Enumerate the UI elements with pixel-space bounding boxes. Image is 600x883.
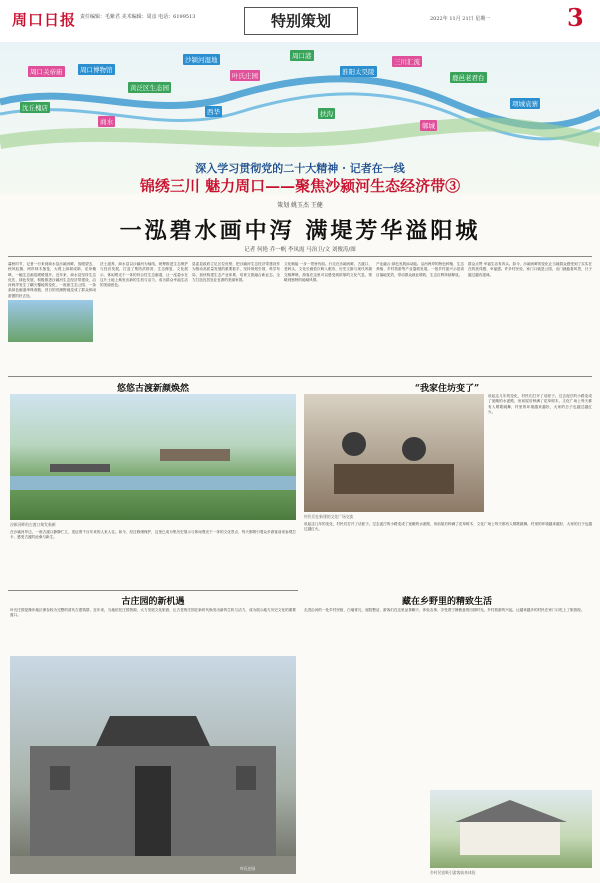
story-title: “我家住坊变了” xyxy=(414,384,480,394)
page-number: 3 xyxy=(567,3,584,32)
map-place: 周口关帝庙 xyxy=(30,68,63,76)
article-byline: 记者 何艳 乔一帆 李凤霞 马治卫/文 刘俊涛/图 xyxy=(244,247,356,253)
masthead xyxy=(0,0,600,43)
photo-caption: 沙颍河畔的古渡口焕发新颜 xyxy=(10,522,56,527)
divider xyxy=(8,256,592,257)
map-place: 商水 xyxy=(100,118,113,126)
article-column: 沃土滋养，商水县以沙颍河为轴线，统筹推进生态保护与经济发展，打造了集防洪排涝、生态修复、文化展示、休闲观光于一体的综合性生态廊道，让一泓碧水在这片土地上焕发出新的生机与活力，成为群众幸福生活的美丽底色。 xyxy=(100,262,188,288)
story-text: 说起这几年的变化，村民们打开了话匣子。过去泥泞的小路变成了宽敞的水泥路，房前屋后种满了花草树木，文化广场上每天都有人唱歌跳舞，村里的环境越来越好，大家的日子也越过越红火。 xyxy=(304,522,592,532)
story-title: 藏在乡野里的精致生活 xyxy=(401,597,492,607)
story-text: 在沙颍河岸边，一座古渡口静静伫立，见证着千百年来的人来人往。如今，经过修缮保护，这里已成为集历史展示与休闲观光于一体的文化景点，每天都吸引着众多游客前来参观打卡，感受古渡的沧桑与新生。 xyxy=(10,530,296,540)
map-place: 周口港 xyxy=(292,52,312,60)
map-place: 淮阳太昊陵 xyxy=(342,68,375,76)
map-place: 叶氏庄园 xyxy=(232,72,258,80)
map-place: 周口博物馆 xyxy=(80,66,113,74)
article-column: 群众点赞 幸福生活有奔头。如今，沙颍河畔的变化让当地群众感受到了实实在在的获得感、幸福感。许多村民说，家门口就是公园，出门就能看风景，日子越过越有滋味。 xyxy=(468,262,592,277)
river-photo xyxy=(8,300,93,342)
story-text: 叶氏庄园是豫东地区保存较为完整的清代古建筑群，近年来，当地依托庄园资源，大力发展文化旅游，让古老的庄园在新时代焕发出新的生机与活力，成为展示地方历史文化的重要窗口。 xyxy=(10,608,296,618)
divider xyxy=(8,590,298,591)
article-column: 县委县政府立足区位优势，把沙颍河生态经济带建设作为推动高质量发展的重要抓手，坚持规划引领，科学布局，加快构建生态产业体系，培育文旅融合新业态，全力打造宜居宜业宜游的美丽家园。 xyxy=(192,262,280,282)
article-title: 一泓碧水画中泻 满堤芳华溢阳城 xyxy=(119,218,481,244)
map-place: 项城袁寨 xyxy=(512,100,538,108)
story-text: 走进沿河的一处乡村民宿，白墙青瓦，庭院整洁，游客们在这里品茶聊天、体验农事，享受着宁静惬意的田园时光。乡村旅游的兴起，让越来越多的村民在家门口吃上了旅游饭。 xyxy=(304,608,585,612)
banner-subheadline: 深入学习贯彻党的二十大精神 · 记者在一线 xyxy=(195,162,405,175)
map-place: 黄泛区生态园 xyxy=(130,84,169,92)
map-place: 郸城 xyxy=(422,122,435,130)
story-title: 悠悠古渡新颜焕然 xyxy=(116,384,189,394)
ferry-photo xyxy=(10,394,296,520)
map-place: 三川汇流 xyxy=(394,58,420,66)
map-place: 沙颍河湿地 xyxy=(185,56,218,64)
photo-caption: 村民们在新建的文化广场交流 xyxy=(304,514,354,519)
manor-photo xyxy=(10,656,296,874)
story-text: 说起这几年的变化，村民们打开了话匣子。过去泥泞的小路变成了宽敞的水泥路，房前屋后种满了花草树木，文化广场上每天都有人唱歌跳舞，村里的环境越来越好，大家的日子也越过越红火。 xyxy=(488,394,592,414)
article-column: 产业融合 绿色发展添动能。沿河两岸的特色种植、生态养殖、乡村旅游等产业蓬勃发展，一批乡村振兴示范项目落地见效，带动群众就业增收，生态红利持续释放。 xyxy=(376,262,464,277)
photo-caption: 乡村民宿吸引游客前来体验 xyxy=(430,870,476,875)
editor-info: 责任编辑：毛紫君 美术编辑：周彦 电话：6199513 xyxy=(80,14,196,20)
planning-byline: 策划 姚玉杰 王健 xyxy=(277,202,323,209)
homestay-photo xyxy=(430,790,592,868)
divider xyxy=(8,376,592,377)
map-place: 沈丘槐店 xyxy=(22,104,48,112)
map-place: 扶沟 xyxy=(320,110,333,118)
article-column: 暮秋时节，记者一行来到商水县沙颍河畔，放眼望去，秋风轻拂，两岸林木葱茏，大堤上绿树成荫，花草掩映，一幅生态画卷缓缓展开。近年来，商水县坚持生态优先、绿色发展，积极推进沙颍河生态经济带建设，沿河两岸发生了翻天覆地的变化，一座座生态公园、一条条绿色廊道串珠成链，昔日的荒滩野地变成了群众休闲游憩的好去处。 xyxy=(8,262,96,298)
map-place: 鹿邑老君台 xyxy=(452,74,485,82)
villagers-photo xyxy=(304,394,484,512)
photo-credit: 叶氏庄园 xyxy=(240,866,256,871)
story-title: 古庄园的新机遇 xyxy=(121,597,185,607)
banner-map xyxy=(0,42,600,194)
map-place: 西华 xyxy=(207,108,220,116)
issue-date: 2022年 11月 21日 星期一 xyxy=(430,16,491,22)
banner-headline: 锦绣三川 魅力周口——聚焦沙颍河生态经济带③ xyxy=(139,177,461,194)
newspaper-logo: 周口日报 xyxy=(12,11,77,29)
section-title: 特别策划 xyxy=(244,7,358,35)
article-column: 文化赋能 一步一景皆有韵。行走在沙颍河畔，古渡口、老码头、文化长廊依次映入眼帘，历史文脉与现代风貌交相辉映，游客在这里可以感受到浓厚的文化气息，领略到独特的地域风情。 xyxy=(284,262,372,282)
